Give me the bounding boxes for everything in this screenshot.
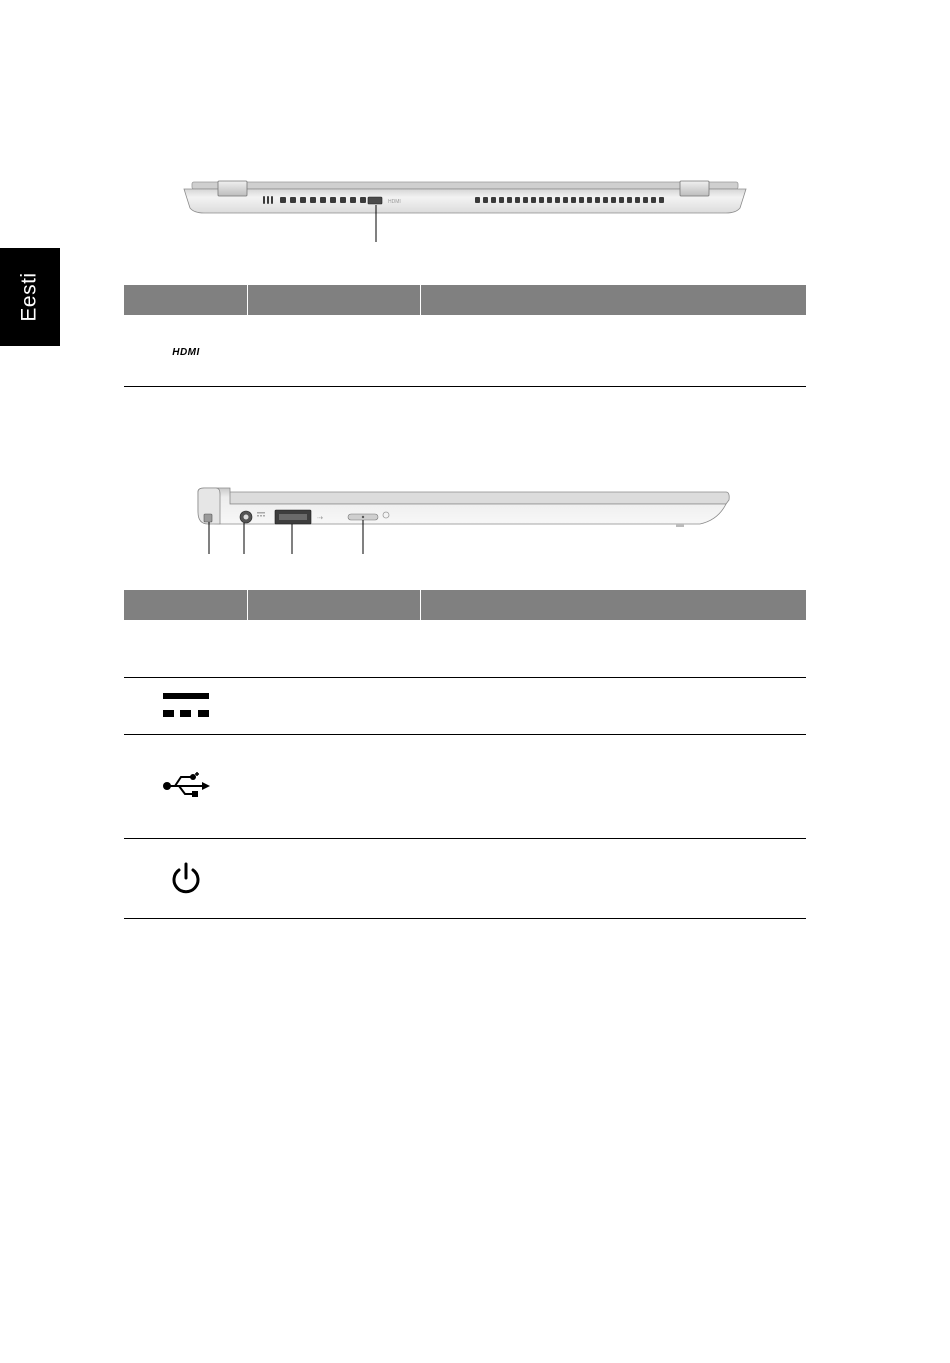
table-row [124, 315, 806, 387]
vent-slot [515, 197, 520, 203]
vent-slot [310, 197, 316, 203]
vent-slot [267, 196, 269, 204]
vent-slot [263, 196, 265, 204]
vent-slot [499, 197, 504, 203]
vent-slot [603, 197, 608, 203]
vent-slot [587, 197, 592, 203]
vent-slot [563, 197, 568, 203]
table-row [124, 735, 806, 839]
svg-text:⇢: ⇢ [317, 514, 323, 522]
table-header [124, 590, 806, 620]
language-tab-label: Eesti [18, 272, 41, 322]
vent-slot [659, 197, 664, 203]
vent-slot [555, 197, 560, 203]
vent-slot [579, 197, 584, 203]
vent-slot [619, 197, 624, 203]
rear-view-illustration [180, 172, 750, 247]
table-row [124, 678, 806, 735]
vent-slot [300, 197, 306, 203]
vent-slot [320, 197, 326, 203]
left-ports-table [124, 590, 806, 919]
vent-slot [571, 197, 576, 203]
svg-text:HDMI: HDMI [388, 199, 401, 205]
vent-slot [483, 197, 488, 203]
usb-icon [124, 771, 248, 801]
hdmi-icon [124, 315, 248, 386]
left-view-illustration [190, 486, 750, 556]
dc-in-icon [124, 678, 248, 734]
rear-ports-table [124, 285, 806, 387]
vent-slot [651, 197, 656, 203]
vent-slot [531, 197, 536, 203]
vent-slot [507, 197, 512, 203]
vent-slot [611, 197, 616, 203]
table-row [124, 839, 806, 919]
vent-slot [547, 197, 552, 203]
vent-slot [627, 197, 632, 203]
vent-slot [643, 197, 648, 203]
table-header [124, 285, 806, 315]
vent-slot [330, 197, 336, 203]
vent-slot [475, 197, 480, 203]
hdmi-logo-text: HDMI [172, 346, 200, 357]
vent-slot [271, 196, 273, 204]
vent-slot [635, 197, 640, 203]
language-tab [0, 248, 60, 346]
vent-slot [491, 197, 496, 203]
power-icon [124, 861, 248, 897]
vent-slot [290, 197, 296, 203]
vent-slot [350, 197, 356, 203]
vent-slot [340, 197, 346, 203]
vent-slot [360, 197, 366, 203]
vent-slot [280, 197, 286, 203]
vent-slot [595, 197, 600, 203]
vent-slot [523, 197, 528, 203]
vent-slot [539, 197, 544, 203]
table-row [124, 620, 806, 678]
